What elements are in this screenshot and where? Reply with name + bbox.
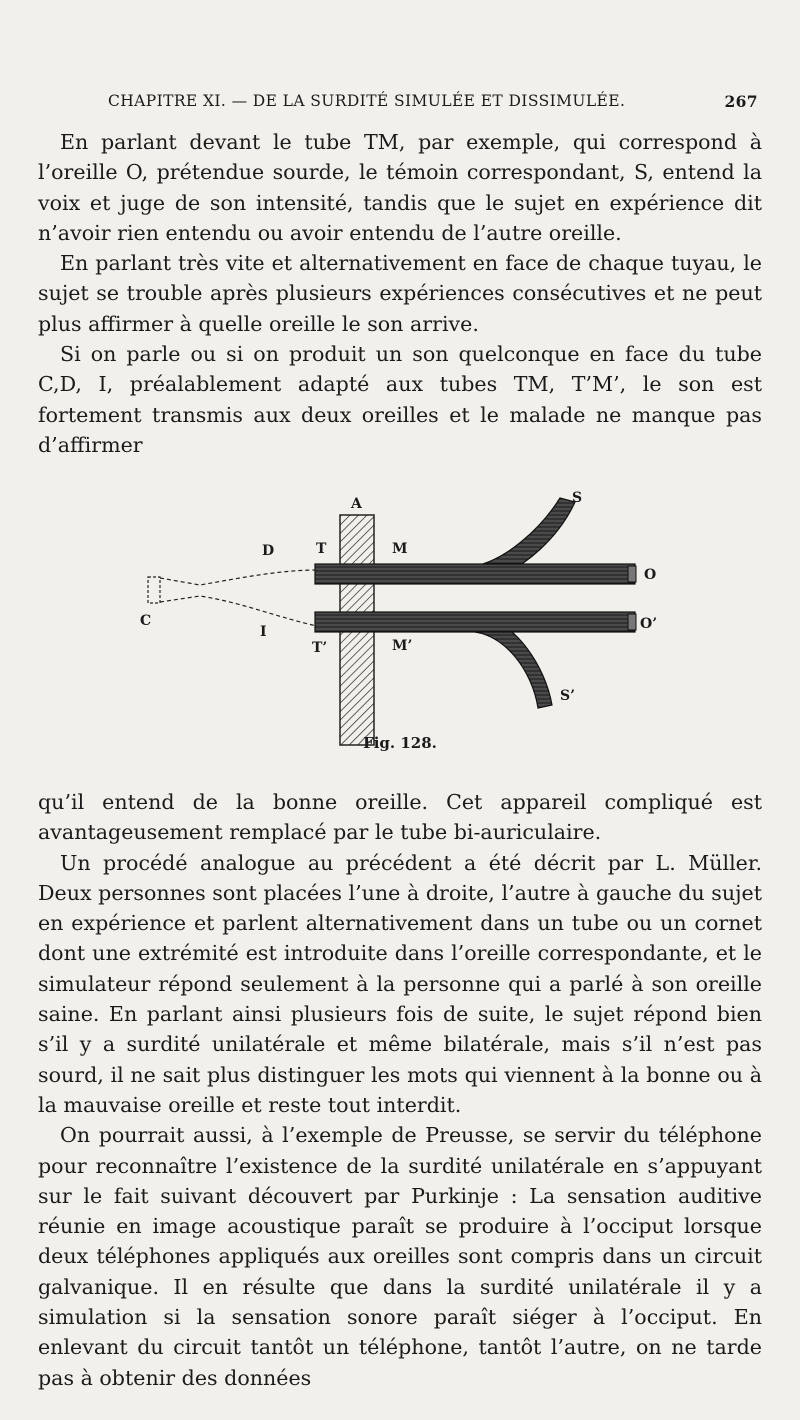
label-M-prime: M’ bbox=[392, 638, 413, 654]
paragraph: On pourrait aussi, à l’exemple de Preusse, se servir du téléphone pour reconnaître l’existence de la surdité unilatérale en s’appuyant sur le fait suivant découvert par Purkinje : La sensation auditive réunie en image acoustique paraît se produire à l’occiput lorsque deux téléphones appliqués aux oreilles sont compris dans un circuit galvanique. Il en résulte que dans la surdité unilatérale il y a simulation si la sensation sonore paraît siéger à l’occiput. En enlevant du circuit tantôt un téléphone, tantôt l’autre, on ne tarde pas à obtenir des données bbox=[38, 1123, 762, 1390]
binaural-tube-diagram bbox=[120, 490, 660, 755]
paragraph: Si on parle ou si on produit un son quelconque en face du tube C,D, I, préalablement adapté aux tubes TM, T’M’, le son est fortement transmis aux deux oreilles et le malade ne manque pas d’affirmer bbox=[38, 342, 762, 457]
paragraph: En parlant devant le tube TM, par exemple, qui correspond à l’oreille O, prétendue sourde, le témoin correspondant, S, entend la voix et juge de son intensité, tandis que le sujet en expérience dit n’avoir rien entendu ou avoir entendu de l’autre oreille. bbox=[38, 130, 762, 245]
upper-tube-TM bbox=[315, 564, 635, 584]
label-T-prime: T’ bbox=[312, 640, 328, 656]
text-block-top bbox=[38, 127, 762, 460]
lower-tube-TM2 bbox=[315, 612, 635, 632]
label-M: M bbox=[392, 541, 408, 557]
label-O: O bbox=[644, 567, 657, 583]
label-S-prime: S’ bbox=[560, 688, 575, 704]
dashed-tube-mouth bbox=[148, 577, 160, 603]
label-I: I bbox=[260, 624, 267, 640]
label-S: S bbox=[572, 490, 583, 506]
paragraph: En parlant très vite et alternativement en face de chaque tuyau, le sujet se trouble après plusieurs expériences consécutives et ne peut plus affirmer à quelle oreille le son arrive. bbox=[38, 251, 762, 336]
label-D: D bbox=[262, 543, 275, 559]
lower-branch-tube bbox=[475, 620, 552, 708]
paragraph: qu’il entend de la bonne oreille. Cet appareil compliqué est avantageusement remplacé par le tube bi-auriculaire. bbox=[38, 790, 762, 845]
upper-tube-end bbox=[628, 566, 636, 582]
paragraph: Un procédé analogue au précédent a été décrit par L. Müller. Deux personnes sont placées l’une à droite, l’autre à gauche du sujet en expérience et parlent alternativement dans un tube ou un cornet dont une extrémité est introduite dans l’oreille correspondante, et le simulateur répond seulement à la personne qui a parlé à son oreille saine. En parlant ainsi plusieurs fois de suite, le sujet répond bien s’il y a surdité unilatérale et même bilatérale, mais s’il n’est pas sourd, il ne sait plus distinguer les mots qui viennent à la bonne ou à la mauvaise oreille et reste tout interdit. bbox=[38, 850, 762, 1117]
figure-caption: Fig. 128. bbox=[363, 734, 437, 752]
chapter-title: CHAPITRE XI. — DE LA SURDITÉ SIMULÉE ET DISSIMULÉE. bbox=[108, 92, 626, 110]
page-number: 267 bbox=[724, 92, 758, 111]
figure-128 bbox=[120, 490, 660, 755]
text-block-bottom bbox=[38, 787, 762, 1393]
label-O-prime: O’ bbox=[640, 616, 658, 632]
dashed-tube-CDI bbox=[160, 570, 317, 626]
label-T: T bbox=[316, 541, 327, 557]
label-A: A bbox=[351, 496, 362, 512]
label-C: C bbox=[140, 613, 152, 629]
lower-tube-end bbox=[628, 614, 636, 630]
